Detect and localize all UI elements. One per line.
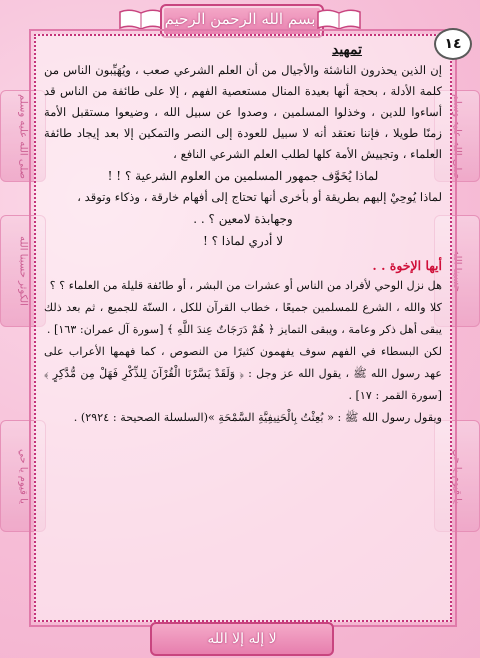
side-calligraphy-right-middle: حسبنا الله <box>434 215 480 327</box>
side-calligraphy-left-bottom: يا قيوم يا حي <box>0 420 46 532</box>
question-line: لماذا يُوحِيْ إليهم بطريقة أو بأخرى أنها تحتاج إلى أفهام خارقة ، وذكاء وتوقد ، <box>77 190 442 204</box>
bottom-banner <box>150 622 334 656</box>
open-book-icon <box>316 8 362 30</box>
section-heading: تمهيد <box>331 42 362 58</box>
body-paragraph: لكن البسطاء في الفهم سوف يفهمون كثيرًا من النصوص ، كما فهمها الأعراب على عهد رسول الله ﷺ ، يقول الله عز وجل : ﴿ وَلَقَدْ يَسَّرْنَا الْقُرْآنَ لِلذِّكْرِ فَهَلْ مِن مُّدَّكِرٍ ﴾ [سورة القمر : ١٧] . <box>44 345 442 402</box>
intro-paragraph: إن الذين يحذرون الناشئة والأجيال من أن العلم الشرعي صعب ، ويُهَيِّبون الناس من كلمة الأدلة ، بحجة أنها بعيدة المنال مستعصية الفهم ، إلا على طائفة من الناس قد أساءوا للدين ، وخذلوا المسلمين ، وصدوا عن سبيل الله ، وضيعوا مستقبل الأمة زمنًا طويلا ، فإننا نعتقد أنه لا سبيل للعودة إلى النصر والتمكين إلا بعد إيجاد طائفة العلماء ، وتجييش الأمة كلها لطلب العلم الشرعي النافع ، <box>44 63 442 161</box>
question-line: وجهابذة لامعين ؟ . . <box>193 212 293 226</box>
page-content <box>44 42 442 429</box>
side-calligraphy-right-top: صلى الله عليه وسلم <box>434 90 480 182</box>
side-calligraphy-right-bottom: يا قيوم يا حي <box>434 420 480 532</box>
body-paragraph: هل نزل الوحي لأفراد من الناس أو عشرات من البشر ، أو طائفة قليلة من العلماء ؟ ؟ <box>49 279 442 292</box>
brothers-title: أيها الإخوة . . <box>372 258 442 273</box>
open-book-icon <box>118 8 164 30</box>
question-line: لماذا يُخَوَّف جمهور المسلمين من العلوم الشرعية ؟ ! ! <box>107 169 379 183</box>
side-calligraphy-left-top: صلى الله عليه وسلم <box>0 90 46 182</box>
footer-motto: لا إله إلا الله <box>207 631 277 647</box>
body-paragraph: كلا والله ، الشرع للمسلمين جميعًا ، خطاب القرآن للكل ، السنّة للجميع ، ثم بعد ذلك يبقى أهل ذكر وعامة ، ويبقى التمايز ﴿ هُمْ دَرَجَاتٌ عِندَ اللَّهِ ﴾ [سورة آل عمران: ١٦٣] . <box>44 301 442 336</box>
body-paragraph: ويقول رسول الله ﷺ : « بُعِثْتُ بِالْحَنِيفِيَّةِ السَّمْحَةِ »(السلسلة الصحيحة : ٢٩٢٤) . <box>73 411 442 424</box>
side-calligraphy-left-middle: الكوثر حسبنا الله <box>0 215 46 327</box>
basmala-text: بسم الله الرحمن الرحيم <box>164 10 316 28</box>
page-number: ١٤ <box>434 28 472 60</box>
top-banner <box>110 2 370 36</box>
question-line: لا أدري لماذا ؟ ! <box>202 234 284 248</box>
